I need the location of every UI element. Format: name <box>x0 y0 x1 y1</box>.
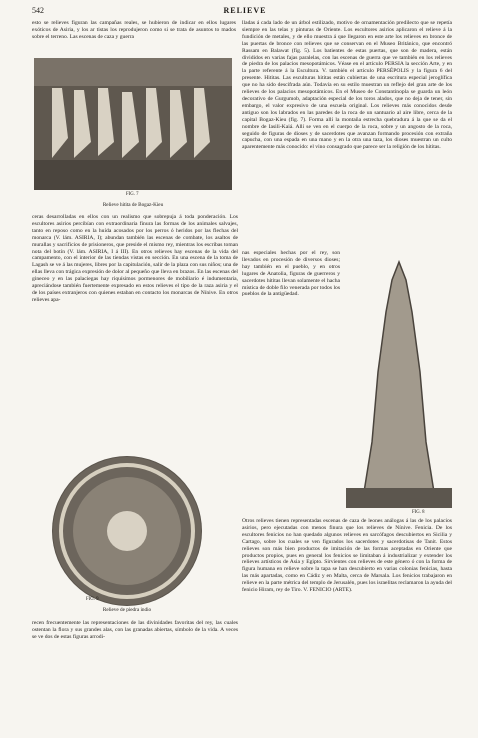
text-right-top: lladas á cada lado de un árbol estilizado, motivo de ornamentación predilecto que se repetía siempre en las telas y pinturas de Oriente. Los escultores asirios aplicaron el relieve á la fundición de metales, y de ello muestra á que llegaron en este arte los relieves en bronce de las puertas de bronce con relieves que se conservan en el Museo Británico, que encontró Rassam en Balawat (fig. 5). Los batientes de estas puertas, que son de madera, están divididos en varias fajas paralelas, con las escenas de guerra que ve también en los relieves de piedra de los palacios mesopotámicos. Véase en el artículo PERSIA la sección Arte, y en la parte referente á la Escultura. V. también el artículo PERSÉPOLIS y la figura 6 del presente. Hititas. Las esculturas hititas están cubiertas de una escritura especial jeroglífica que no ha sido descifrada aún. Todavía en su estilo muestran un reflejo del gran arte de los relieves de los palacios mesopotámicos. En el Museo de Constantinopla se guarda un león decorativo de Gurgumob, adaptación especial de los toros alados, que no deja de tener, sin embargo, el valor expresivo de una escuela original. Los relieves más conocidos desde antiguo son los labrados en las paredes de la roca de un santuario al aire libre, cerca de la capital Bogaz-Kieu (fig. 7). Forma allí la montaña estrecha quebradura á la que se da el nombre de Iasili-Kaiá. Allí se ven en el cuerpo de la roca, sobre y un angosto de la roca, seguido de figuras de dioses y de sacerdotes que avanzan formando procesión con extraña capucha, con una espada en una mano y en la otra una taza, los dioses muestran un culto aparentemente más conocido: el vino consagrado que parece ser la religión de los hititas. <box>242 20 452 151</box>
text-left-top: esto se relieves figuran las campañas reales, se hubieron de indicar en ellos lugares exóticos de Asiria, y los ar tistas los reprodujeron como si se trata de asuntos to mados sobre el terreno. Las escenas de caza y guerra <box>32 20 236 40</box>
figure-3-label: FIG. 9 <box>86 597 99 602</box>
page-header <box>32 6 458 18</box>
figure-2-label: FIG. 8 <box>412 510 425 515</box>
figure-3-caption: Relieve de piedra indio <box>102 607 152 613</box>
text-left-bottom: recen frecuentemente las representaciones de las divinidades favoritas del rey, las cuales ostentan la flora y sus grandes alas, con las granadas abiertas, símbolo de la vida. A veces se ve dos de estas figuras arrodi- <box>32 620 238 640</box>
page-title: RELIEVE <box>223 6 267 15</box>
text-middle-right: nas especiales hechas por el rey, son llevados en procesión de diversos dioses; hay también en el pueblo, y en otros lugares de Anatolia, figuras de guerreros y sacerdotes hititas llevan solamente el hacha mística de doble filo venerada por todos los pueblos de la antigüedad. <box>242 250 340 298</box>
figure-1-caption: Relieve hitita de Bogaz-Kieu <box>102 202 164 208</box>
indian-relief-image <box>52 456 202 606</box>
text-left-mid: ceras desarrolladas en ellos con un realismo que sobrepuja á toda ponderación. Los escultores asirios percibían con extraordinaria finura las formas de los animales salvajes, tanto en reposo como en la huída acosados por los perros ó heridos por las flechas del monarca (V. lám. ASIRIA, I); abundan también las escenas de combate, los asaltos de murallas y sacrificios de prisioneros, que preside el mismo rey, mientras los escribas toman nota del botín (V. lám. ASIRIA, I á III). En otros relieves hay escenas de la vida del campamento, con el interior de las tiendas vistas en sección. En una escena de la toma de Lagash se ve á las mujeres, libres por la capitulación, salir de la plaza con sus niños; una de ellas lleva con trágica expresión de dolor al pequeño que lleva en brazos. En las escenas del gineceo y en las palaciegas hay riquísimos pormenores de mobiliario é indumentaria, apreciándose también fuertemente expresado en estos relieves el tipo de la raza asiria y el de los países extranjeros con quienes estaban en contacto los monarcas de Nínive. En otros relieves apa- <box>32 214 238 303</box>
page-number: 542 <box>32 6 44 15</box>
temple-photo-image <box>346 252 452 508</box>
text-right-bottom: Otros relieves tienen representadas escenas de caza de leones análogas á las de los palacios asirios, pero ejecutadas con menos finura que los relieves de Nínive. Fenicia. De los escultores fenicios no han quedado algunos relieves en sarcófagos descubiertos en Sicilia y Cartago, sobre los cuales se ven figurados los sacerdotes y sacerdotisas de Tanit. Estos relieves son más bien productos de imitación de las formas aceptadas en Oriente que productos propios, pues en general los fenicios se limitaban á industrializar y extender los relieves artísticos de Asia y Egipto. Sirvientes con relieves de este género ó con la forma de figura humana en relieve sobre la tapa se han descubierto en varias colonias fenicias, hasta las más apartadas, como en Cádiz y en Malta, cerca de Marsala. Los fenicios trabajaron en relieve en la parte métrica del templo de Jerusalén, pues los israelitas reclamaron la ayuda del fenicio Hiram, rey de Tiro. V. FENICIO (ARTE). <box>242 518 452 594</box>
hittite-relief-image <box>34 58 232 190</box>
figure-1-label: FIG. 7 <box>126 192 139 197</box>
